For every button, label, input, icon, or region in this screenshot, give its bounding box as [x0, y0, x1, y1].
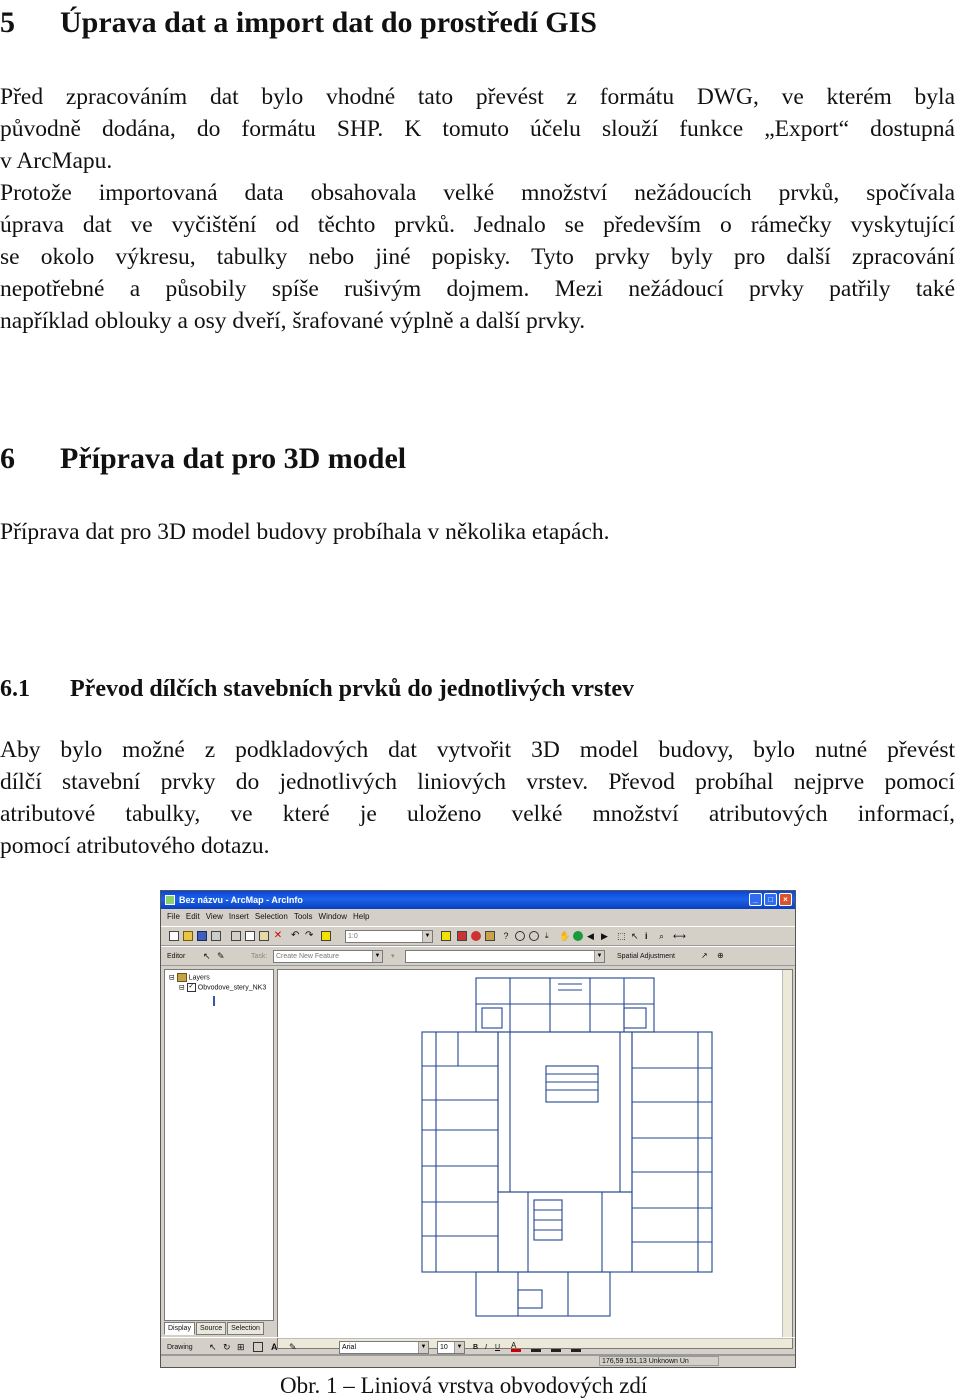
line-color-icon[interactable] — [551, 1342, 561, 1352]
task-dropdown[interactable] — [273, 950, 383, 963]
menu-window[interactable]: Window — [318, 912, 347, 921]
find-icon[interactable]: ⌕ — [659, 931, 665, 941]
text-line: nepotřebné a působily spíše rušivým dojmem. Mezi nežádoucí prvky patřily také — [0, 276, 955, 302]
task-value: Create New Feature — [276, 953, 340, 960]
menu-bar — [161, 910, 795, 924]
spatial-adjustment-menu[interactable]: Spatial Adjustment — [617, 953, 675, 960]
text-line: v ArcMapu. — [0, 148, 113, 174]
text-line: například oblouky a osy dveří, šrafované výplně a další prvky. — [0, 308, 586, 334]
bold-icon[interactable]: B — [473, 1344, 479, 1351]
font-color-icon[interactable]: A — [511, 1342, 521, 1352]
menu-edit[interactable]: Edit — [185, 912, 200, 921]
status-bar — [161, 1354, 795, 1367]
delete-icon[interactable]: ✕ — [273, 930, 283, 941]
menu-help[interactable]: Help — [352, 912, 370, 921]
font-name: Arial — [342, 1344, 357, 1351]
full-extent-icon[interactable] — [573, 931, 583, 941]
edit-tool-icon[interactable]: ↖ — [203, 951, 211, 961]
toc-layer-label: Obvodove_stery_NK3 — [197, 984, 267, 992]
minimize-icon[interactable]: _ — [749, 893, 762, 906]
editor-toolbar — [161, 946, 795, 966]
font-size-dropdown[interactable] — [437, 1341, 465, 1354]
back-extent-icon[interactable]: ◀ — [587, 931, 594, 941]
section-6-paragraph — [0, 516, 955, 548]
chevron-down-icon: ▼ — [454, 1342, 464, 1353]
figure-caption: Obr. 1 – Liniová vrstva obvodových zdí — [280, 1373, 648, 1398]
text-line: se okolo výkresu, tabulky nebo jiné popisky. Tyto prvky byly pro další zpracování — [0, 244, 955, 270]
chevron-down-icon: ▼ — [372, 951, 382, 962]
select-features-icon[interactable]: ⬚ — [617, 931, 626, 941]
section-5-paragraph — [0, 81, 955, 337]
coordinate-readout: 176,59 151,13 Unknown Un — [599, 1356, 719, 1366]
close-icon[interactable]: × — [779, 893, 792, 906]
toc-root[interactable]: ⊟ Layers — [169, 974, 210, 982]
select-elements-icon[interactable]: ↖ — [209, 1342, 217, 1352]
help-icon[interactable]: ? — [503, 931, 509, 941]
maximize-icon[interactable]: □ — [764, 893, 777, 906]
vertical-scrollbar[interactable] — [782, 970, 792, 1348]
target-label: ▾ — [391, 953, 395, 960]
window-titlebar — [161, 891, 795, 909]
text-tool-icon[interactable]: A — [271, 1342, 278, 1352]
cut-icon[interactable] — [231, 931, 241, 941]
editor-toolbar-icon[interactable] — [441, 931, 451, 941]
tab-source[interactable]: Source — [196, 1322, 226, 1335]
arcmap-screenshot — [160, 890, 796, 1368]
menu-file[interactable]: File — [167, 912, 180, 921]
redo-icon[interactable]: ↷ — [305, 930, 314, 941]
section-5-heading — [0, 5, 597, 41]
tab-display[interactable]: Display — [164, 1322, 195, 1335]
section-6-1-number: 6.1 — [0, 676, 30, 702]
identify-icon[interactable]: i — [645, 931, 648, 941]
fixed-zoom-in-icon[interactable]: ⤓ — [545, 931, 549, 940]
target-dropdown[interactable] — [405, 950, 605, 963]
text-line: Před zpracováním dat bylo vhodné tato převést z formátu DWG, ve kterém byla — [0, 84, 955, 110]
adjustment-link-icon[interactable]: ⊕ — [717, 951, 724, 960]
sketch-tool-icon[interactable]: ✎ — [217, 951, 225, 961]
tab-selection[interactable]: Selection — [227, 1322, 264, 1335]
add-data-icon[interactable] — [321, 931, 331, 941]
standard-toolbar — [161, 926, 795, 946]
section-5-number: 5 — [0, 6, 15, 39]
text-line: Protože importovaná data obsahovala velké množství nežádoucích prvků, spočívala — [0, 180, 955, 206]
chevron-down-icon: ▼ — [594, 951, 604, 962]
print-icon[interactable] — [211, 931, 221, 941]
new-document-icon[interactable] — [169, 931, 179, 941]
table-of-contents — [164, 969, 274, 1321]
zoom-in-icon[interactable] — [515, 931, 525, 941]
scale-dropdown[interactable] — [345, 930, 433, 943]
floor-plan — [278, 970, 782, 1338]
checkbox-icon[interactable]: ✓ — [188, 983, 195, 990]
editor-menu[interactable]: Editor — [167, 953, 186, 960]
menu-insert[interactable]: Insert — [228, 912, 249, 921]
pan-icon[interactable]: ✋ — [559, 931, 571, 941]
measure-icon[interactable]: ⟷ — [673, 931, 686, 941]
text-line: Aby bylo možné z podkladových dat vytvořit 3D model budovy, bylo nutné převést — [0, 737, 955, 763]
text-line: atributové tabulky, ve které je uloženo velké množství atributových informací, — [0, 801, 955, 827]
marker-color-icon[interactable] — [571, 1342, 581, 1352]
toc-layer[interactable]: ⊟ ✓ Obvodove_stery_NK3 — [179, 983, 267, 992]
undo-icon[interactable]: ↶ — [291, 930, 300, 941]
catalog-icon[interactable] — [485, 931, 495, 941]
zoom-whole-page-icon[interactable]: ⊞ — [237, 1342, 245, 1352]
text-line: pomocí atributového dotazu. — [0, 833, 270, 859]
model-icon[interactable] — [471, 931, 481, 941]
toc-root-label: Layers — [188, 974, 210, 982]
menu-selection[interactable]: Selection — [254, 912, 288, 921]
chevron-down-icon: ▼ — [422, 931, 432, 942]
select-elements-icon[interactable]: ↖ — [631, 931, 639, 941]
window-title: Bez názvu - ArcMap - ArcInfo — [179, 895, 303, 905]
drawing-menu[interactable]: Drawing — [167, 1344, 193, 1351]
section-5-title: Úprava dat a import dat do prostředí GIS — [60, 6, 597, 39]
adjustment-tool-icon[interactable]: ↗ — [701, 951, 708, 960]
section-6-1-title: Převod dílčích stavebních prvků do jednotlivých vrstev — [70, 676, 635, 702]
save-icon[interactable] — [197, 931, 207, 941]
open-icon[interactable] — [183, 931, 193, 941]
section-6-1-paragraph — [0, 734, 955, 862]
arctoolbox-icon[interactable] — [457, 931, 467, 941]
text-line: úprava dat ve vyčištění od těchto prvků. Jednalo se především o rámečky vyskytující — [0, 212, 955, 238]
line-symbol-icon — [213, 996, 215, 1006]
zoom-out-icon[interactable] — [529, 931, 539, 941]
section-6-heading — [0, 441, 406, 477]
fill-color-icon[interactable] — [531, 1342, 541, 1352]
layers-icon — [177, 973, 187, 982]
task-label: Task: — [251, 953, 268, 960]
rotate-icon[interactable]: ↻ — [223, 1342, 231, 1352]
scale-value: 1:0 — [348, 933, 358, 940]
map-view[interactable] — [277, 969, 793, 1349]
menu-view[interactable]: View — [205, 912, 223, 921]
underline-icon[interactable]: U — [495, 1344, 501, 1351]
text-line: původně dodána, do formátu SHP. K tomuto účelu slouží funkce „Export“ dostupná — [0, 116, 955, 142]
text-line: dílčí stavební prvky do jednotlivých liniových vrstev. Převod probíhal nejprve pomocí — [0, 769, 955, 795]
font-size: 10 — [440, 1344, 448, 1351]
menu-tools[interactable]: Tools — [293, 912, 313, 921]
chevron-down-icon: ▼ — [418, 1342, 428, 1353]
paste-icon[interactable] — [259, 931, 269, 941]
edit-vertices-icon[interactable]: ✎ — [289, 1342, 297, 1352]
copy-icon[interactable] — [245, 931, 255, 941]
forward-extent-icon[interactable]: ▶ — [601, 931, 608, 941]
toc-tabs — [164, 1322, 264, 1334]
text-line: Příprava dat pro 3D model budovy probíhala v několika etapách. — [0, 519, 610, 545]
font-dropdown[interactable] — [339, 1341, 429, 1354]
section-6-title: Příprava dat pro 3D model — [60, 442, 407, 475]
arcmap-icon — [165, 895, 175, 905]
italic-icon[interactable]: I — [485, 1344, 487, 1351]
section-6-1-heading — [0, 674, 634, 704]
section-6-number: 6 — [0, 442, 15, 475]
rectangle-icon[interactable] — [253, 1342, 263, 1352]
